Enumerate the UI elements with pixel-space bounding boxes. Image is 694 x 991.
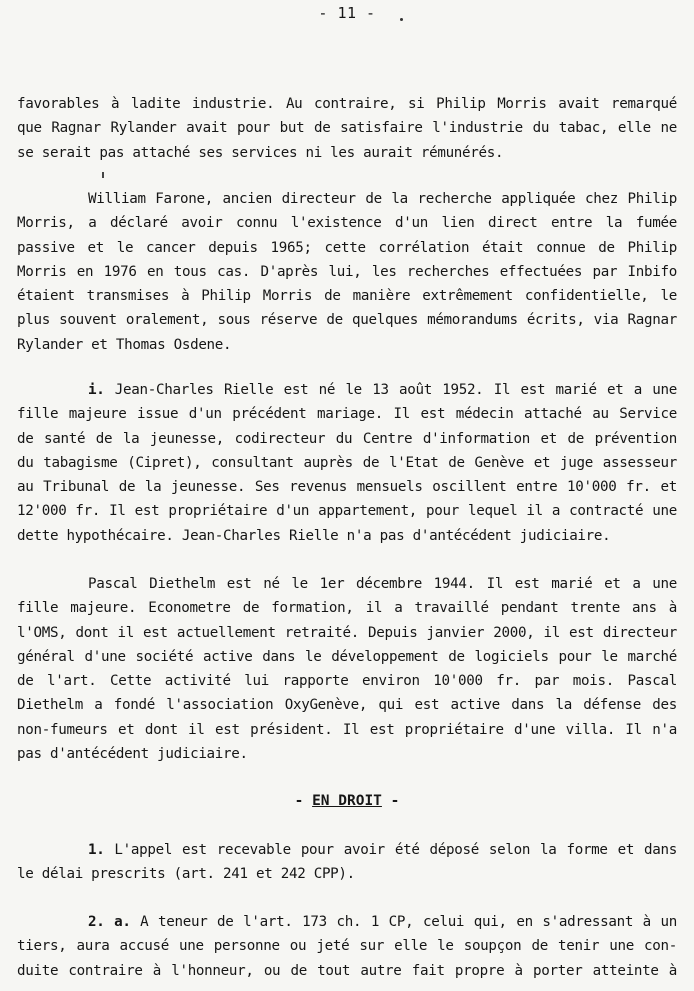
- text-line: général d'une société active dans le développement de logiciels pour le marché: [17, 648, 677, 665]
- text-line: au Tribunal de la jeunesse. Ses revenus mensuels oscillent entre 10'000 fr. et: [17, 479, 677, 496]
- scan-speck: [400, 18, 403, 21]
- paragraph-marker: i.: [88, 382, 105, 398]
- text-line: dette hypothécaire. Jean-Charles Rielle n'a pas d'antécédent judiciaire.: [17, 527, 611, 544]
- text-line: fille majeure. Econometre de formation, il a travaillé pendant trente ans à: [17, 600, 677, 617]
- heading-prefix: -: [294, 793, 313, 809]
- text-line: plus souvent oralement, sous réserve de quelques mémorandums écrits, via Ragnar: [17, 312, 677, 329]
- text-line: Morris, a déclaré avoir connu l'existence d'un lien direct entre la fumée: [17, 215, 677, 232]
- paragraph-rielle: [17, 378, 677, 548]
- paragraph-continuation: [17, 92, 677, 165]
- section-heading: [0, 793, 694, 809]
- paragraph-point-2a: [17, 910, 677, 983]
- text-line: fille majeure issue d'un précédent mariage. Il est médecin attaché au Service: [17, 406, 677, 423]
- text-line: l'OMS, dont il est actuellement retraité. Depuis janvier 2000, il est directeur: [17, 624, 677, 641]
- text-line: Rylander et Thomas Osdene.: [17, 336, 232, 353]
- text-line: William Farone, ancien directeur de la recherche appliquée chez Philip: [88, 191, 677, 207]
- text-line: favorables à ladite industrie. Au contraire, si Philip Morris avait remarqué: [17, 96, 677, 112]
- text-line: tiers, aura accusé une personne ou jeté sur elle le soupçon de tenir une con-: [17, 938, 677, 955]
- text-line: Diethelm a fondé l'association OxyGenève, qui est active dans la défense des: [17, 697, 677, 714]
- paragraph-marker: 2. a.: [88, 914, 131, 930]
- heading-suffix: -: [381, 793, 400, 809]
- text-line: se serait pas attaché ses services ni les aurait rémunérés.: [17, 144, 504, 161]
- text-line-content: L'appel est recevable pour avoir été déposé selon la forme et dans: [114, 842, 677, 858]
- text-line: Morris en 1976 en tous cas. D'après lui, les recherches effectuées par Inbifo: [17, 263, 677, 280]
- text-line: le délai prescrits (art. 241 et 242 CPP).: [17, 866, 355, 883]
- text-line: étaient transmises à Philip Morris de manière extrêmement confidentielle, le: [17, 288, 677, 305]
- paragraph-farone: [17, 187, 677, 357]
- text-line-content: Jean-Charles Rielle est né le 13 août 1952. Il est marié et a une: [114, 382, 677, 398]
- text-line: du tabagisme (Cipret), consultant auprès de l'Etat de Genève et juge assesseur: [17, 454, 677, 471]
- text-line: de l'art. Cette activité lui rapporte environ 10'000 fr. par mois. Pascal: [17, 673, 677, 690]
- scan-speck: [102, 172, 104, 178]
- text-line: [17, 838, 677, 862]
- text-line: pas d'antécédent judiciaire.: [17, 746, 248, 763]
- text-line: [17, 378, 677, 402]
- text-line: 12'000 fr. Il est propriétaire d'un appartement, pour lequel il a contracté une: [17, 503, 677, 520]
- page-number: - 11 -: [318, 4, 376, 22]
- text-line: de santé de la jeunesse, codirecteur du Centre d'information et de prévention: [17, 430, 677, 447]
- text-line: que Ragnar Rylander avait pour but de satisfaire l'industrie du tabac, elle ne: [17, 120, 677, 137]
- text-line: Pascal Diethelm est né le 1er décembre 1944. Il est marié et a une: [88, 576, 677, 592]
- paragraph-point-1: [17, 838, 677, 887]
- paragraph-diethelm: [17, 572, 677, 766]
- text-line-content: A teneur de l'art. 173 ch. 1 CP, celui qui, en s'adressant à un: [140, 914, 677, 930]
- text-line: [17, 910, 677, 934]
- text-line: non-fumeurs et dont il est président. Il est propriétaire d'une villa. Il n'a: [17, 721, 677, 738]
- heading-title: EN DROIT: [312, 793, 382, 809]
- text-line: passive et le cancer depuis 1965; cette corrélation était connue de Philip: [17, 239, 677, 256]
- paragraph-marker: 1.: [88, 842, 105, 858]
- text-line: duite contraire à l'honneur, ou de tout autre fait propre à porter atteinte à: [17, 962, 677, 979]
